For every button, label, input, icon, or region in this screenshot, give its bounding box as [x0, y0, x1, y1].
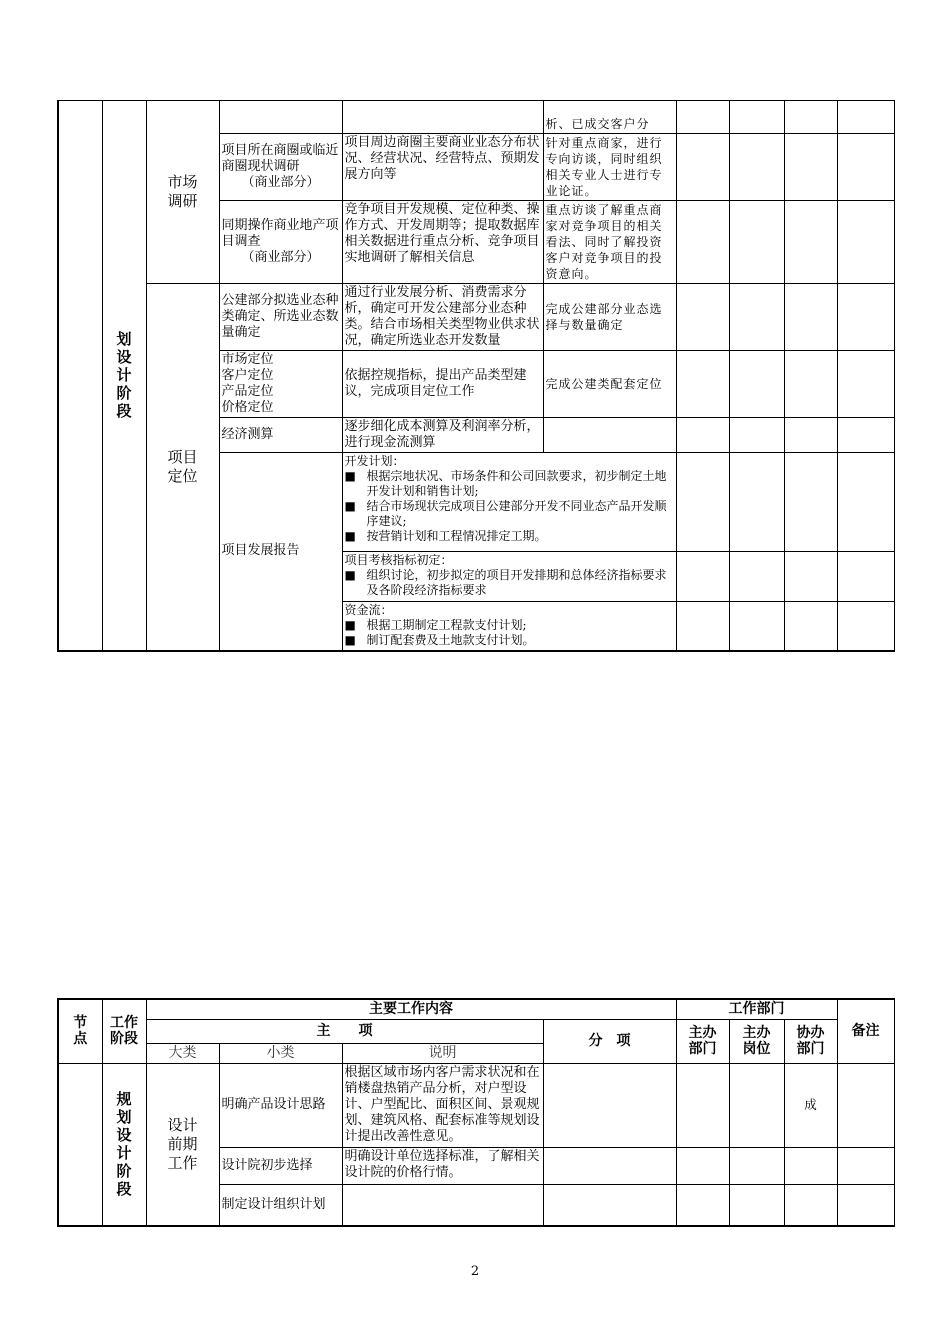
sub-item-text: 完成公建部分业态选择与数量确定	[543, 284, 676, 351]
description: 竞争项目开发规模、定位种类、操作方式、开发周期等；提取数据库相关数据进行重点分析、竞争项目实地调研了解相关信息	[342, 201, 543, 284]
minor-category: 项目所在商圈或临近商圈现状调研 （商业部分）	[219, 134, 342, 201]
minor-category: 明确产品设计思路	[219, 1063, 342, 1147]
minor-category: 设计院初步选择	[219, 1147, 342, 1184]
header-stage: 工作 阶段	[102, 999, 146, 1063]
stage-label: 划 设 计 阶 段	[102, 101, 146, 651]
header-major: 大类	[146, 1043, 219, 1063]
assist-dept-value: 成	[784, 1063, 837, 1147]
cell	[342, 101, 543, 134]
description: 逐步细化成本测算及利润率分析，进行现金流测算	[342, 418, 543, 453]
header-host-dept: 主办 部门	[676, 1019, 729, 1063]
header-assist-dept: 协办 部门	[784, 1019, 837, 1063]
header-dept: 工作部门	[676, 999, 837, 1019]
planning-table	[57, 998, 895, 1227]
node-cell	[58, 101, 102, 651]
header-minor: 小类	[219, 1043, 342, 1063]
minor-category: 同期操作商业地产项目调查 （商业部分）	[219, 201, 342, 284]
category-design-preliminary: 设计 前期 工作	[146, 1063, 219, 1226]
sub-item-text: 完成公建类配套定位	[543, 351, 676, 418]
node-cell	[58, 1063, 102, 1226]
description: 通过行业发展分析、消费需求分析，确定可开发公建部分业态种类。结合市场相关类型物业供求状况，确定所选业态开发数量	[342, 284, 543, 351]
header-explain: 说明	[342, 1043, 543, 1063]
assessment-indicators: 项目考核指标初定： ■ 组织讨论，初步拟定的项目开发排期和总体经济指标要求及各阶段经济指标要求	[342, 552, 676, 602]
category-positioning: 项目 定位	[146, 284, 219, 651]
minor-category: 市场定位 客户定位 产品定位 价格定位	[219, 351, 342, 418]
cash-flow: 资金流： ■ 根据工期制定工程款支付计划; ■ 制订配套费及土地款支付计划。	[342, 602, 676, 651]
header-main-content: 主要工作内容	[146, 999, 676, 1019]
header-sub-item: 分 项	[543, 1019, 676, 1063]
sub-item-text: 析、已成交客户分	[543, 101, 676, 134]
minor-category: 公建部分拟选业态种类确定、所选业态数量确定	[219, 284, 342, 351]
page-number: 2	[470, 1264, 480, 1279]
stage-label: 规 划 设 计 阶 段	[102, 1063, 146, 1226]
sub-item-text: 针对重点商家，进行专向访谈，同时组织相关专业人士进行专业论证。	[543, 134, 676, 201]
description	[342, 1184, 543, 1226]
minor-category: 制定设计组织计划	[219, 1184, 342, 1226]
header-node: 节 点	[58, 999, 102, 1063]
development-plan: 开发计划： ■ 根据宗地状况、市场条件和公司回款要求，初步制定土地开发计划和销售计划; ■ 结合市场现状完成项目公建部分开发不同业态产品开发顺序建议; ■ 按营销计划和工程情况排定工期。	[342, 453, 676, 552]
minor-category: 项目发展报告	[219, 453, 342, 651]
sub-item-text: 重点访谈了解重点商家对竞争项目的相关看法、同时了解投资客户对竞争项目的投资意向。	[543, 201, 676, 284]
header-host-post: 主办 岗位	[729, 1019, 784, 1063]
planning-table-continued	[57, 100, 895, 652]
header-remarks: 备注	[837, 999, 894, 1063]
description: 项目周边商圈主要商业业态分布状况、经营状况、经营特点、预期发展方向等	[342, 134, 543, 201]
description: 明确设计单位选择标准，了解相关设计院的价格行情。	[342, 1147, 543, 1184]
header-main-item: 主 项	[146, 1019, 543, 1043]
description: 依据控规指标，提出产品类型建议，完成项目定位工作	[342, 351, 543, 418]
category-market-research: 市场 调研	[146, 101, 219, 284]
cell	[219, 101, 342, 134]
minor-category: 经济测算	[219, 418, 342, 453]
description: 根据区域市场内客户需求状况和在销楼盘热销产品分析，对户型设计、户型配比、面积区间、景观规划、建筑风格、配套标准等规划设计提出改善性意见。	[342, 1063, 543, 1147]
